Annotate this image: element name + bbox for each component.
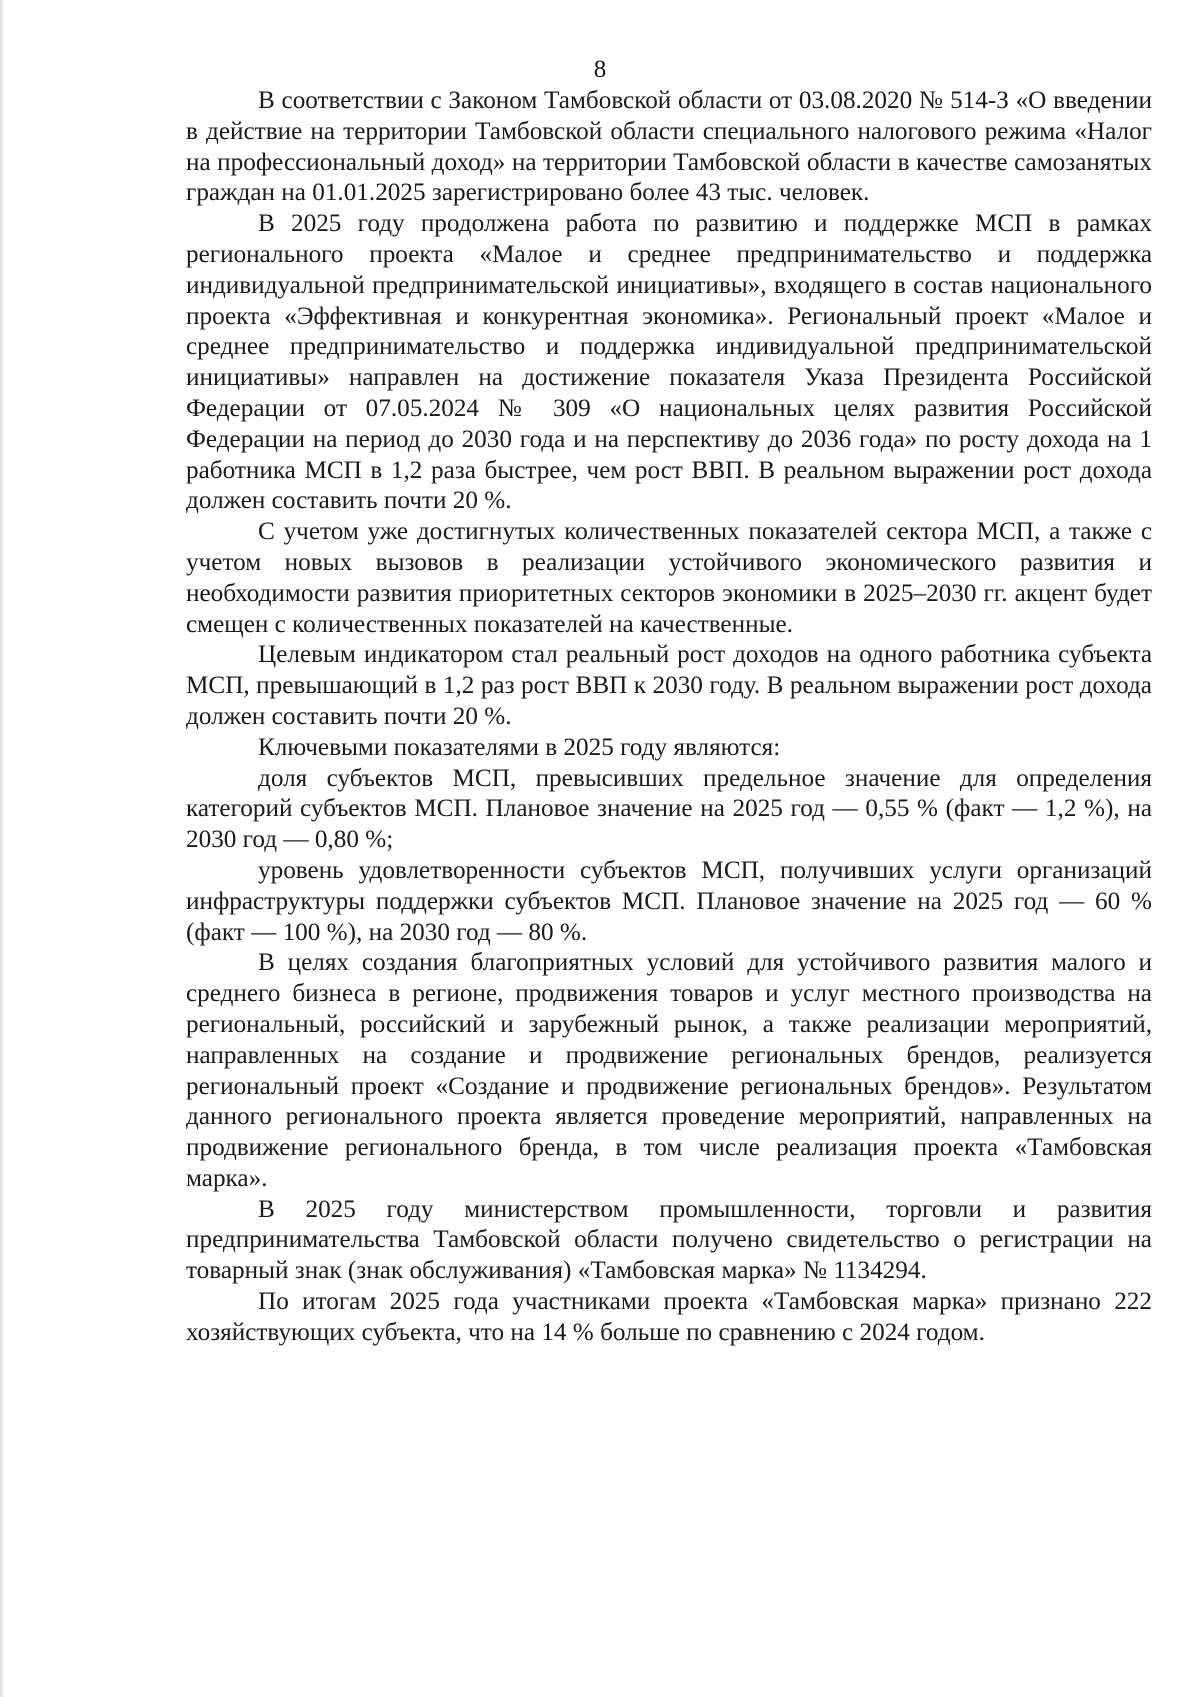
paragraph-qualitative-shift: С учетом уже достигнутых количественных показателей сектора МСП, а также с учетом новых вызовов в реализации устойчивого экономического развития и необходимости развития приоритетных секторов экономики в 2025–2030 гг. акцент будет смещен с количественных показателей на качественные. xyxy=(186,518,1152,638)
paragraph-msp-project: В 2025 году продолжена работа по развитию и поддержке МСП в рамках регионального проекта «Малое и среднее предпринимательство и поддержка индивидуальной предпринимательской инициативы», входящего в состав национального проекта «Эффективная и конкурентная экономика». Региональный проект «Малое и среднее предпринимательство и поддержка индивидуальной предпринимательской инициативы» направлен на достижение показателя Указа Президента Российской Федерации от 07.05.2024 № 309 «О национальных целях развития Российской Федерации на период до 2030 года и на перспективу до 2036 года» по росту дохода на 1 работника МСП в 1,2 раза быстрее, чем рост ВВП. В реальном выражении рост дохода должен составить почти 20 %. xyxy=(186,210,1152,515)
paragraph-regional-brands: В целях создания благоприятных условий для устойчивого развития малого и среднего бизнеса в регионе, продвижения товаров и услуг местного производства на региональный, российский и зарубежный рынок, а также реализации мероприятий, направленных на создание и продвижение региональных брендов, реализуется региональный проект «Создание и продвижение региональных брендов». Результатом данного регионального проекта является проведение мероприятий, направленных на продвижение регионального бренда, в том числе реализация проекта «Тамбовская марка». xyxy=(186,949,1152,1192)
paragraph-target-indicator: Целевым индикатором стал реальный рост доходов на одного работника субъекта МСП, превышающий в 1,2 раз рост ВВП к 2030 году. В реальном выражении рост дохода должен составить почти 20 %. xyxy=(186,641,1152,730)
paragraph-indicator-satisfaction: уровень удовлетворенности субъектов МСП, получивших услуги организаций инфраструктуры поддержки субъектов МСП. Плановое значение на 2025 год — 60 % (факт — 100 %), на 2030 год — 80 %. xyxy=(186,856,1152,946)
paragraph-trademark: В 2025 году министерством промышленности, торговли и развития предпринимательства Тамбовской области получено свидетельство о регистрации на товарный знак (знак обслуживания) «Тамбовская марка» № 1134294. xyxy=(186,1195,1152,1285)
document-body xyxy=(186,86,1152,1349)
paragraph-indicator-share: доля субъектов МСП, превысивших предельное значение для определения категорий субъектов МСП. Плановое значение на 2025 год — 0,55 % (факт — 1,2 %), на 2030 год — 0,80 %; xyxy=(186,764,1152,854)
page-number: 8 xyxy=(593,56,607,83)
paragraph-self-employed: В соответствии с Законом Тамбовской области от 03.08.2020 № 514-З «О введении в действие на территории Тамбовской области специального налогового режима «Налог на профессиональный доход» на территории Тамбовской области в качестве самозанятых граждан на 01.01.2025 зарегистрировано более 43 тыс. человек. xyxy=(186,87,1152,207)
paragraph-key-indicators-intro: Ключевыми показателями в 2025 году являются: xyxy=(258,733,781,761)
paragraph-participants: По итогам 2025 года участниками проекта «Тамбовская марка» признано 222 хозяйствующих субъекта, что на 14 % больше по сравнению с 2024 годом. xyxy=(186,1288,1152,1346)
scan-edge xyxy=(0,0,5,1697)
